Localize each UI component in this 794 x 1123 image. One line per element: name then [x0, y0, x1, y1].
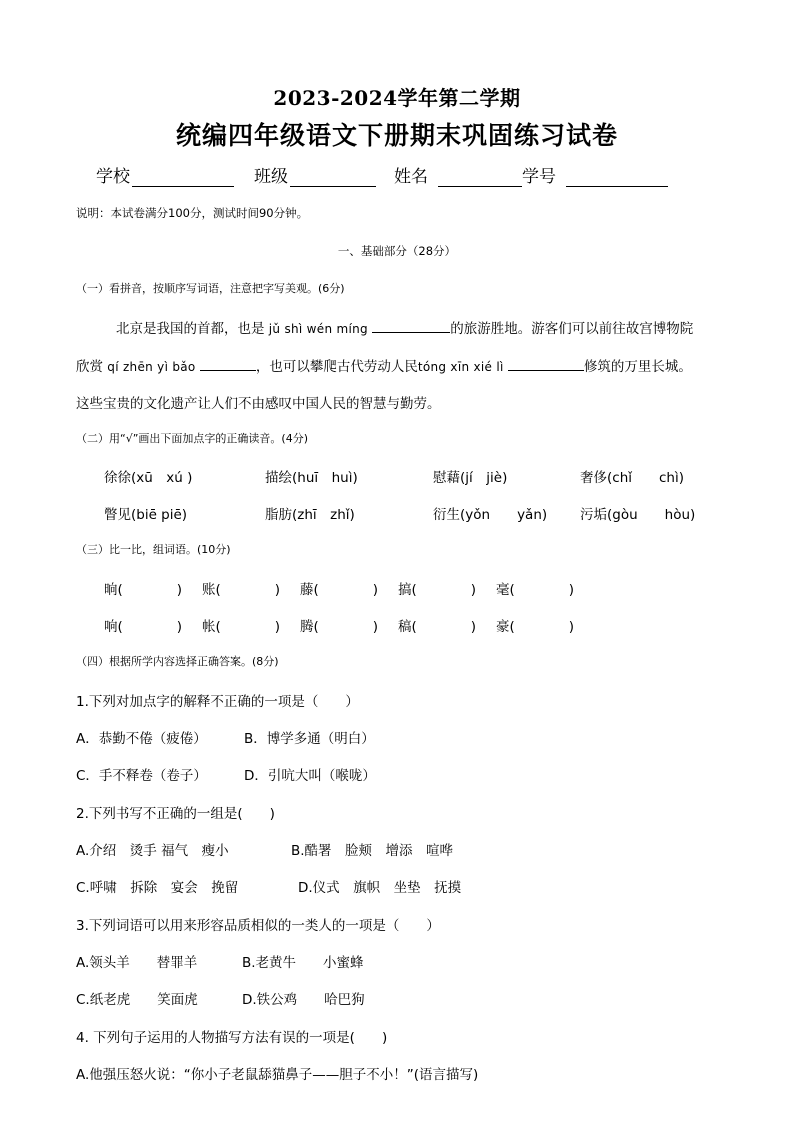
q4-option[interactable]: A.领头羊 替罪羊: [76, 955, 198, 971]
q3-item[interactable]: 毫( ): [496, 582, 575, 598]
q1-pinyin: qí zhēn yì bǎo: [107, 360, 196, 374]
q3-item[interactable]: 稿( ): [398, 619, 477, 635]
student-id-label: 学号: [522, 167, 556, 187]
q4-stem-3: 3.下列词语可以用来形容品质相似的一类人的一项是（ ）: [76, 918, 440, 934]
q1-answer-blank-3[interactable]: [508, 356, 584, 371]
q3-item[interactable]: 响( ): [104, 619, 183, 635]
q4-option[interactable]: D.仪式 旗帜 坐垫 抚摸: [298, 880, 462, 896]
q1-line-1: [116, 317, 693, 337]
q4-option[interactable]: A.他强压怒火说：“你小子老鼠舔猫鼻子——胆子不小！”(语言描写): [76, 1067, 479, 1083]
q1-pinyin: tóng xīn xié lì: [417, 360, 504, 374]
q3-item[interactable]: 帐( ): [202, 619, 281, 635]
exam-note: 说明：本试卷满分100分，测试时间90分钟。: [76, 206, 309, 220]
school-blank[interactable]: [132, 168, 234, 187]
q2-item[interactable]: 衍生(yǒn yǎn): [433, 507, 548, 523]
q4-stem-4: 4. 下列句子运用的人物描写方法有误的一项是( ): [76, 1030, 388, 1046]
question-2-heading: （二）用“√”画出下面加点字的正确读音。(4分): [76, 432, 308, 445]
student-id-blank[interactable]: [566, 168, 668, 187]
exam-title: 统编四年级语文下册期末巩固练习试卷: [175, 121, 618, 150]
question-1-heading: （一）看拼音，按顺序写词语，注意把字写美观。(6分): [76, 282, 345, 295]
q1-line-3: 这些宝贵的文化遗产让人们不由感叹中国人民的智慧与勤劳。: [76, 396, 441, 412]
q3-item[interactable]: 晌( ): [104, 582, 183, 598]
q1-answer-blank-2[interactable]: [200, 356, 256, 371]
q2-item[interactable]: 描绘(huī huì): [265, 470, 358, 486]
q1-text: 欣赏: [76, 359, 103, 375]
q3-item[interactable]: 账( ): [202, 582, 281, 598]
class-label: 班级: [254, 167, 288, 187]
q1-text: 北京是我国的首都，也是: [116, 321, 265, 337]
q4-option[interactable]: D.铁公鸡 哈巴狗: [242, 992, 365, 1008]
q1-text: 的旅游胜地。游客们可以前往故宫博物院: [450, 321, 694, 337]
question-4-heading: （四）根据所学内容选择正确答案。(8分): [76, 655, 279, 668]
q2-item[interactable]: 污垢(gòu hòu): [580, 507, 696, 523]
q1-text: ，也可以攀爬古代劳动人民: [255, 359, 418, 375]
q3-item[interactable]: 搞( ): [398, 582, 477, 598]
question-3-heading: （三）比一比，组词语。(10分): [76, 543, 231, 556]
q1-pinyin: jǔ shì wén míng: [268, 322, 368, 336]
q4-option[interactable]: C．手不释卷（卷子）: [76, 768, 207, 784]
q2-item[interactable]: 脂肪(zhī zhǐ): [265, 507, 355, 523]
q4-option[interactable]: C.呼啸 拆除 宴会 挽留: [76, 880, 239, 896]
q4-option[interactable]: A.介绍 烫手 福气 瘦小: [76, 843, 229, 859]
q1-answer-blank-1[interactable]: [372, 318, 450, 333]
school-label: 学校: [96, 167, 130, 187]
q4-stem-2: 2.下列书写不正确的一组是( ): [76, 806, 275, 822]
name-blank[interactable]: [438, 168, 522, 187]
q4-option[interactable]: A．恭勤不倦（疲倦）: [76, 731, 207, 747]
q3-item[interactable]: 腾( ): [300, 619, 379, 635]
q4-option[interactable]: B.老黄牛 小蜜蜂: [242, 955, 364, 971]
class-blank[interactable]: [290, 168, 376, 187]
name-label: 姓名: [394, 167, 428, 187]
student-info-row: [96, 162, 668, 187]
year-title: 2023-2024学年第二学期: [273, 86, 521, 110]
q2-item[interactable]: 奢侈(chǐ chì): [580, 470, 684, 486]
q4-option[interactable]: D．引吭大叫（喉咙）: [244, 768, 376, 784]
q2-item[interactable]: 慰藉(jí jiè): [433, 470, 508, 486]
q3-item[interactable]: 藤( ): [300, 582, 379, 598]
q4-option[interactable]: C.纸老虎 笑面虎: [76, 992, 198, 1008]
q4-option[interactable]: B.酷署 脸颊 增添 喧哗: [291, 843, 454, 859]
q4-option[interactable]: B．博学多通（明白）: [244, 731, 375, 747]
q1-text: 修筑的万里长城。: [583, 359, 692, 375]
q3-item[interactable]: 豪( ): [496, 619, 575, 635]
q2-item[interactable]: 徐徐(xū xú ): [104, 470, 193, 486]
q1-line-2: [76, 355, 692, 375]
q4-stem-1: 1.下列对加点字的解释不正确的一项是（ ）: [76, 694, 359, 710]
section-title: 一、基础部分（28分）: [337, 244, 457, 258]
q2-item[interactable]: 瞥见(biē piē): [104, 507, 188, 523]
